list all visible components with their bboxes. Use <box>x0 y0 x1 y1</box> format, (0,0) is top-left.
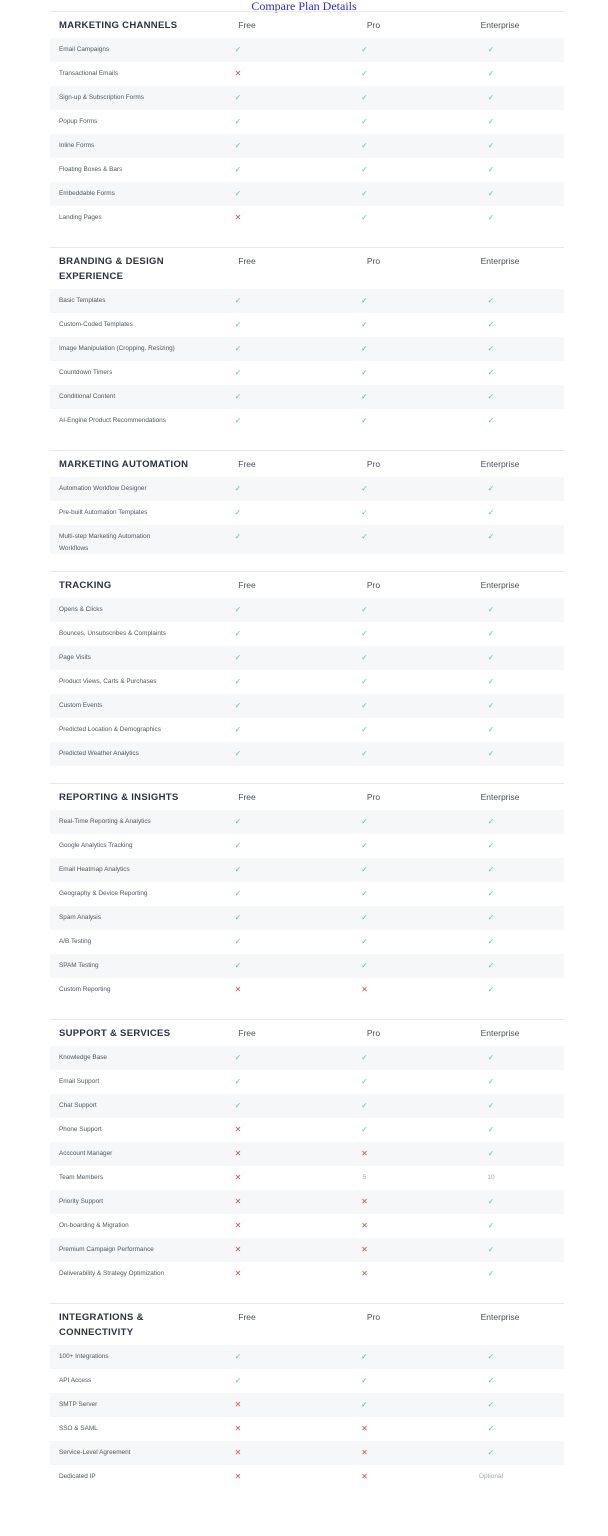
section-title: TRACKING <box>59 580 112 591</box>
table-row <box>50 206 564 230</box>
feature-label: Priority Support <box>59 1198 104 1205</box>
table-row <box>50 1417 564 1441</box>
table-row <box>50 110 564 134</box>
cross-icon: ✕ <box>234 1221 242 1230</box>
checkmark-icon: ✓ <box>361 841 368 850</box>
plan-header-pro: Pro <box>366 792 381 802</box>
feature-label: AI-Engine Product Recommendations <box>59 417 166 424</box>
checkmark-icon: ✓ <box>234 320 242 329</box>
table-row <box>50 1046 564 1070</box>
section-header <box>50 1020 564 1046</box>
checkmark-icon: ✓ <box>487 117 495 126</box>
checkmark-icon: ✓ <box>487 1269 495 1278</box>
checkmark-icon: ✓ <box>234 653 242 662</box>
section-header <box>50 248 564 289</box>
section-marketing-automation <box>50 450 564 554</box>
plan-comparison-tables <box>50 11 564 1506</box>
plan-header-enterprise: Enterprise <box>480 792 520 802</box>
checkmark-icon: ✓ <box>361 1053 368 1062</box>
table-row <box>50 182 564 206</box>
cross-icon: ✕ <box>361 1472 368 1481</box>
checkmark-icon: ✓ <box>234 368 242 377</box>
feature-label: Bounces, Unsubscribes & Complaints <box>59 630 166 637</box>
plan-value: 10 <box>487 1174 495 1181</box>
section-title: SUPPORT & SERVICES <box>59 1028 171 1039</box>
cross-icon: ✕ <box>234 1448 242 1457</box>
checkmark-icon: ✓ <box>487 749 495 758</box>
checkmark-icon: ✓ <box>361 213 368 222</box>
plan-header-pro: Pro <box>366 20 381 30</box>
plan-header-enterprise: Enterprise <box>480 20 520 30</box>
feature-label: SPAM Testing <box>59 962 99 969</box>
cross-icon: ✕ <box>361 1149 368 1158</box>
checkmark-icon: ✓ <box>234 344 242 353</box>
checkmark-icon: ✓ <box>487 1053 495 1062</box>
table-row <box>50 361 564 385</box>
checkmark-icon: ✓ <box>234 817 242 826</box>
checkmark-icon: ✓ <box>487 701 495 710</box>
table-row <box>50 858 564 882</box>
checkmark-icon: ✓ <box>361 725 368 734</box>
checkmark-icon: ✓ <box>361 392 368 401</box>
checkmark-icon: ✓ <box>487 296 495 305</box>
checkmark-icon: ✓ <box>487 344 495 353</box>
section-rows <box>50 38 564 230</box>
checkmark-icon: ✓ <box>234 1101 242 1110</box>
cross-icon: ✕ <box>234 1400 242 1409</box>
checkmark-icon: ✓ <box>361 701 368 710</box>
table-row <box>50 525 564 554</box>
section-header <box>50 451 564 477</box>
checkmark-icon: ✓ <box>361 1352 368 1361</box>
checkmark-icon: ✓ <box>234 189 242 198</box>
checkmark-icon: ✓ <box>487 1221 495 1230</box>
checkmark-icon: ✓ <box>361 508 368 517</box>
feature-label: Custom Events <box>59 702 103 709</box>
checkmark-icon: ✓ <box>361 889 368 898</box>
table-row <box>50 646 564 670</box>
cross-icon: ✕ <box>234 1125 242 1134</box>
checkmark-icon: ✓ <box>234 841 242 850</box>
checkmark-icon: ✓ <box>234 296 242 305</box>
table-row <box>50 1214 564 1238</box>
section-tracking <box>50 571 564 766</box>
feature-label: Landing Pages <box>59 214 102 221</box>
checkmark-icon: ✓ <box>234 93 242 102</box>
cross-icon: ✕ <box>361 1245 368 1254</box>
table-row <box>50 501 564 525</box>
page-title: Compare Plan Details <box>251 0 357 13</box>
feature-label: Acccount Manager <box>59 1150 113 1157</box>
checkmark-icon: ✓ <box>487 1245 495 1254</box>
plan-header-enterprise: Enterprise <box>480 1028 520 1038</box>
checkmark-icon: ✓ <box>487 817 495 826</box>
checkmark-icon: ✓ <box>487 484 495 493</box>
plan-header-free: Free <box>238 580 256 590</box>
section-rows <box>50 598 564 766</box>
feature-label: A/B Testing <box>59 938 92 945</box>
checkmark-icon: ✓ <box>361 653 368 662</box>
checkmark-icon: ✓ <box>361 45 368 54</box>
section-branding-and-design-experience <box>50 247 564 433</box>
table-row <box>50 337 564 361</box>
checkmark-icon: ✓ <box>361 961 368 970</box>
feature-label: Automation Workflow Designer <box>59 485 147 492</box>
table-row <box>50 86 564 110</box>
feature-label: Geography & Device Reporting <box>59 890 148 897</box>
table-row <box>50 385 564 409</box>
section-rows <box>50 477 564 554</box>
feature-label: Spam Analysis <box>59 914 101 921</box>
feature-label: Product Views, Carts & Purchases <box>59 678 157 685</box>
feature-label: Predicted Weather Analytics <box>59 750 139 757</box>
checkmark-icon: ✓ <box>487 1352 495 1361</box>
table-row <box>50 810 564 834</box>
cross-icon: ✕ <box>361 1221 368 1230</box>
checkmark-icon: ✓ <box>234 45 242 54</box>
checkmark-icon: ✓ <box>234 605 242 614</box>
checkmark-icon: ✓ <box>487 889 495 898</box>
checkmark-icon: ✓ <box>487 1101 495 1110</box>
checkmark-icon: ✓ <box>361 141 368 150</box>
checkmark-icon: ✓ <box>234 937 242 946</box>
checkmark-icon: ✓ <box>361 817 368 826</box>
feature-label: Basic Templates <box>59 297 106 304</box>
plan-header-enterprise: Enterprise <box>480 256 520 266</box>
feature-label: Opens & Clicks <box>59 606 103 613</box>
checkmark-icon: ✓ <box>361 296 368 305</box>
table-row <box>50 742 564 766</box>
feature-label: Popup Forms <box>59 118 98 125</box>
feature-label: Phone Support <box>59 1126 102 1133</box>
section-rows <box>50 1046 564 1286</box>
feature-label: Premium Campaign Performance <box>59 1246 154 1253</box>
plan-value: Optional <box>478 1473 504 1480</box>
checkmark-icon: ✓ <box>487 937 495 946</box>
checkmark-icon: ✓ <box>487 1448 495 1457</box>
checkmark-icon: ✓ <box>361 629 368 638</box>
table-row <box>50 978 564 1002</box>
table-row <box>50 834 564 858</box>
table-row <box>50 1369 564 1393</box>
cross-icon: ✕ <box>361 1424 368 1433</box>
cross-icon: ✕ <box>361 1197 368 1206</box>
checkmark-icon: ✓ <box>487 45 495 54</box>
checkmark-icon: ✓ <box>234 141 242 150</box>
cross-icon: ✕ <box>234 1197 242 1206</box>
plan-header-pro: Pro <box>366 1028 381 1038</box>
checkmark-icon: ✓ <box>487 961 495 970</box>
checkmark-icon: ✓ <box>361 937 368 946</box>
checkmark-icon: ✓ <box>361 1400 368 1409</box>
checkmark-icon: ✓ <box>361 1101 368 1110</box>
cross-icon: ✕ <box>234 69 242 78</box>
feature-label: Transactional Emails <box>59 70 119 77</box>
feature-label: Knowledge Base <box>59 1054 107 1061</box>
table-row <box>50 882 564 906</box>
checkmark-icon: ✓ <box>361 93 368 102</box>
feature-label: Service-Level Agreement <box>59 1449 131 1456</box>
checkmark-icon: ✓ <box>361 69 368 78</box>
checkmark-icon: ✓ <box>234 508 242 517</box>
cross-icon: ✕ <box>361 1448 368 1457</box>
feature-label: Email Support <box>59 1078 100 1085</box>
checkmark-icon: ✓ <box>234 165 242 174</box>
feature-label: Google Analytics Tracking <box>59 842 133 849</box>
checkmark-icon: ✓ <box>487 985 495 994</box>
cross-icon: ✕ <box>234 1269 242 1278</box>
checkmark-icon: ✓ <box>361 189 368 198</box>
table-row <box>50 1238 564 1262</box>
checkmark-icon: ✓ <box>234 889 242 898</box>
checkmark-icon: ✓ <box>361 344 368 353</box>
checkmark-icon: ✓ <box>361 320 368 329</box>
plan-header-free: Free <box>238 256 256 266</box>
feature-label: Custom Reporting <box>59 986 111 993</box>
checkmark-icon: ✓ <box>487 141 495 150</box>
section-title: MARKETING AUTOMATION <box>59 459 189 470</box>
plan-header-enterprise: Enterprise <box>480 580 520 590</box>
section-header <box>50 572 564 598</box>
checkmark-icon: ✓ <box>361 865 368 874</box>
checkmark-icon: ✓ <box>361 1077 368 1086</box>
table-row <box>50 289 564 313</box>
section-title: BRANDING & DESIGN EXPERIENCE <box>59 256 164 282</box>
plan-header-enterprise: Enterprise <box>480 1312 520 1322</box>
feature-label: Page Visits <box>59 654 91 661</box>
checkmark-icon: ✓ <box>487 841 495 850</box>
checkmark-icon: ✓ <box>487 189 495 198</box>
plan-header-pro: Pro <box>366 459 381 469</box>
checkmark-icon: ✓ <box>361 1125 368 1134</box>
feature-label: Deliverability & Strategy Optimization <box>59 1270 165 1277</box>
feature-label: Email Heatmap Analytics <box>59 866 130 873</box>
feature-label: Multi-step Marketing Automation Workflows <box>59 533 151 552</box>
checkmark-icon: ✓ <box>234 532 242 541</box>
feature-label: Image Manipulation (Cropping, Resizing) <box>59 345 175 352</box>
checkmark-icon: ✓ <box>361 117 368 126</box>
table-row <box>50 622 564 646</box>
checkmark-icon: ✓ <box>487 508 495 517</box>
section-header <box>50 12 564 38</box>
plan-value: 5 <box>362 1174 367 1181</box>
checkmark-icon: ✓ <box>361 165 368 174</box>
cross-icon: ✕ <box>234 1424 242 1433</box>
checkmark-icon: ✓ <box>487 392 495 401</box>
table-row <box>50 598 564 622</box>
checkmark-icon: ✓ <box>234 1053 242 1062</box>
table-row <box>50 954 564 978</box>
feature-label: SSO & SAML <box>59 1425 98 1432</box>
checkmark-icon: ✓ <box>234 416 242 425</box>
checkmark-icon: ✓ <box>234 725 242 734</box>
table-row <box>50 1070 564 1094</box>
table-row <box>50 1190 564 1214</box>
table-row <box>50 670 564 694</box>
checkmark-icon: ✓ <box>234 117 242 126</box>
feature-label: Dedicated IP <box>59 1473 96 1480</box>
table-row <box>50 1345 564 1369</box>
feature-label: Inline Forms <box>59 142 95 149</box>
table-row <box>50 930 564 954</box>
feature-label: Sign-up & Subscription Forms <box>59 94 144 101</box>
checkmark-icon: ✓ <box>234 701 242 710</box>
cross-icon: ✕ <box>234 985 242 994</box>
feature-label: Countdown Timers <box>59 369 113 376</box>
checkmark-icon: ✓ <box>487 165 495 174</box>
checkmark-icon: ✓ <box>487 653 495 662</box>
plan-header-free: Free <box>238 459 256 469</box>
checkmark-icon: ✓ <box>487 213 495 222</box>
table-row <box>50 906 564 930</box>
checkmark-icon: ✓ <box>361 484 368 493</box>
checkmark-icon: ✓ <box>487 1149 495 1158</box>
checkmark-icon: ✓ <box>234 961 242 970</box>
plan-header-free: Free <box>238 1028 256 1038</box>
feature-label: Real-Time Reporting & Analytics <box>59 818 151 825</box>
checkmark-icon: ✓ <box>234 865 242 874</box>
feature-label: Email Campaigns <box>59 46 110 53</box>
checkmark-icon: ✓ <box>361 1376 368 1385</box>
table-row <box>50 1166 564 1190</box>
checkmark-icon: ✓ <box>487 416 495 425</box>
table-row <box>50 1393 564 1417</box>
section-support-and-services <box>50 1019 564 1286</box>
feature-label: API Access <box>59 1377 92 1384</box>
checkmark-icon: ✓ <box>487 1077 495 1086</box>
section-title: REPORTING & INSIGHTS <box>59 792 179 803</box>
section-rows <box>50 289 564 433</box>
section-header <box>50 784 564 810</box>
cross-icon: ✕ <box>361 1269 368 1278</box>
checkmark-icon: ✓ <box>234 1352 242 1361</box>
checkmark-icon: ✓ <box>234 913 242 922</box>
checkmark-icon: ✓ <box>234 392 242 401</box>
checkmark-icon: ✓ <box>487 605 495 614</box>
cross-icon: ✕ <box>361 985 368 994</box>
table-row <box>50 1094 564 1118</box>
checkmark-icon: ✓ <box>487 725 495 734</box>
checkmark-icon: ✓ <box>487 1197 495 1206</box>
table-row <box>50 38 564 62</box>
checkmark-icon: ✓ <box>487 69 495 78</box>
section-rows <box>50 1345 564 1489</box>
table-row <box>50 62 564 86</box>
plan-header-free: Free <box>238 20 256 30</box>
feature-label: 100+ Integrations <box>59 1353 109 1360</box>
checkmark-icon: ✓ <box>487 1400 495 1409</box>
plan-header-free: Free <box>238 792 256 802</box>
feature-label: Predicted Location & Demographics <box>59 726 161 733</box>
checkmark-icon: ✓ <box>234 1077 242 1086</box>
section-title: INTEGRATIONS & CONNECTIVITY <box>59 1312 144 1338</box>
checkmark-icon: ✓ <box>361 416 368 425</box>
table-row <box>50 1118 564 1142</box>
checkmark-icon: ✓ <box>361 605 368 614</box>
section-reporting-and-insights <box>50 783 564 1002</box>
cross-icon: ✕ <box>234 1149 242 1158</box>
table-row <box>50 134 564 158</box>
section-header <box>50 1304 564 1345</box>
checkmark-icon: ✓ <box>487 368 495 377</box>
feature-label: On-boarding & Migration <box>59 1222 129 1229</box>
table-row <box>50 1142 564 1166</box>
plan-header-pro: Pro <box>366 1312 381 1322</box>
section-integrations-and-connectivity <box>50 1303 564 1489</box>
checkmark-icon: ✓ <box>487 629 495 638</box>
plan-header-pro: Pro <box>366 256 381 266</box>
table-row <box>50 718 564 742</box>
table-row <box>50 409 564 433</box>
section-rows <box>50 810 564 1002</box>
plan-header-free: Free <box>238 1312 256 1322</box>
plan-header-enterprise: Enterprise <box>480 459 520 469</box>
section-title: MARKETING CHANNELS <box>59 20 178 31</box>
checkmark-icon: ✓ <box>361 532 368 541</box>
feature-label: Conditional Content <box>59 393 116 400</box>
checkmark-icon: ✓ <box>361 368 368 377</box>
checkmark-icon: ✓ <box>361 749 368 758</box>
checkmark-icon: ✓ <box>487 1424 495 1433</box>
cross-icon: ✕ <box>234 213 242 222</box>
section-marketing-channels <box>50 11 564 230</box>
feature-label: Pre-built Automation Templates <box>59 509 148 516</box>
checkmark-icon: ✓ <box>487 913 495 922</box>
checkmark-icon: ✓ <box>361 677 368 686</box>
checkmark-icon: ✓ <box>487 865 495 874</box>
cross-icon: ✕ <box>234 1173 242 1182</box>
table-row <box>50 1441 564 1465</box>
checkmark-icon: ✓ <box>487 532 495 541</box>
feature-label: Custom-Coded Templates <box>59 321 133 328</box>
checkmark-icon: ✓ <box>361 913 368 922</box>
table-row <box>50 694 564 718</box>
feature-label: Team Members <box>59 1174 104 1181</box>
checkmark-icon: ✓ <box>234 484 242 493</box>
table-row <box>50 477 564 501</box>
checkmark-icon: ✓ <box>487 677 495 686</box>
table-row <box>50 1262 564 1286</box>
feature-label: Embeddable Forms <box>59 190 115 197</box>
checkmark-icon: ✓ <box>234 1376 242 1385</box>
feature-label: Chat Support <box>59 1102 97 1109</box>
checkmark-icon: ✓ <box>487 320 495 329</box>
cross-icon: ✕ <box>234 1472 242 1481</box>
checkmark-icon: ✓ <box>234 629 242 638</box>
table-row <box>50 1465 564 1489</box>
checkmark-icon: ✓ <box>234 677 242 686</box>
checkmark-icon: ✓ <box>487 1125 495 1134</box>
cross-icon: ✕ <box>234 1245 242 1254</box>
feature-label: Floating Boxes & Bars <box>59 166 123 173</box>
checkmark-icon: ✓ <box>234 749 242 758</box>
table-row <box>50 158 564 182</box>
feature-label: SMTP Server <box>59 1401 98 1408</box>
checkmark-icon: ✓ <box>487 1376 495 1385</box>
table-row <box>50 313 564 337</box>
checkmark-icon: ✓ <box>487 93 495 102</box>
plan-header-pro: Pro <box>366 580 381 590</box>
